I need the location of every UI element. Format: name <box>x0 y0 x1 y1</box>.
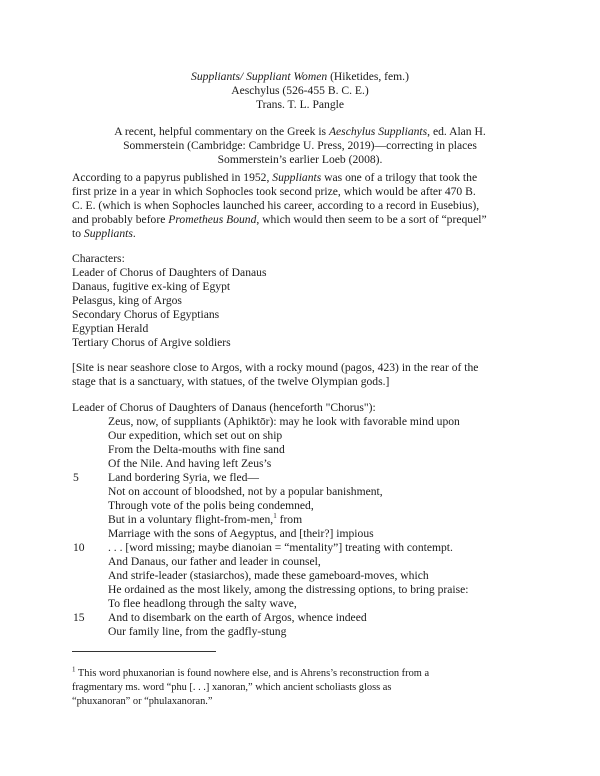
characters-heading: Characters: <box>72 252 125 265</box>
verse-line: Land bordering Syria, we fled— <box>108 471 259 484</box>
verse-line: Marriage with the sons of Aegyptus, and [their?] impious <box>108 527 374 540</box>
verse-line: And strife-leader (stasiarchos), made these gameboard-moves, which <box>108 569 429 582</box>
character-item: Egyptian Herald <box>72 322 149 335</box>
footnote-ref[interactable]: 1 <box>273 512 277 521</box>
verse-line: And to disembark on the earth of Argos, whence indeed <box>108 611 367 624</box>
work-title-italic: Suppliants/ Suppliant Women <box>191 70 328 83</box>
character-item: Pelasgus, king of Argos <box>72 294 182 307</box>
intro-line-3: C. E. (which is when Sophocles launched his career, according to a record in Eusebius), <box>72 199 480 212</box>
setting-line-2: stage that is a sanctuary, with statues, of the twelve Olympian gods.] <box>72 375 390 388</box>
intro-line-1: According to a papyrus published in 1952, Suppliants was one of a trilogy that took the <box>72 171 478 184</box>
verse-line: Through vote of the polis being condemned, <box>108 499 314 512</box>
translator-line: Trans. T. L. Pangle <box>255 98 345 111</box>
speaker-line: Leader of Chorus of Daughters of Danaus (henceforth "Chorus"): <box>72 401 376 414</box>
verse-line: Not on account of bloodshed, not by a popular banishment, <box>108 485 383 498</box>
commentary-line-2: Sommerstein (Cambridge: Cambridge U. Press, 2019)—correcting in places <box>123 139 477 152</box>
line-number: 15 <box>73 611 85 624</box>
verse-line: . . . [word missing; maybe dianoian = “mentality”] treating with contempt. <box>108 541 453 554</box>
commentary-line-3: Sommerstein’s earlier Loeb (2008). <box>217 153 383 166</box>
verse-line: And Danaus, our father and leader in counsel, <box>108 555 321 568</box>
verse-line: To flee headlong through the salty wave, <box>108 597 297 610</box>
intro-line-2: first prize in a year in which Sophocles took second prize, which would be after 470 B. <box>72 185 476 198</box>
line-number: 10 <box>73 541 85 554</box>
verse-line: Our expedition, which set out on ship <box>108 429 283 442</box>
author-line: Aeschylus (526-455 B. C. E.) <box>231 84 369 97</box>
setting-line-1: [Site is near seashore close to Argos, with a rocky mound (pagos, 423) in the rear of the <box>72 361 479 374</box>
verse-line: Zeus, now, of suppliants (Aphiktōr): may he look with favorable mind upon <box>108 415 460 428</box>
character-item: Tertiary Chorus of Argive soldiers <box>72 336 231 349</box>
commentary-line-1: A recent, helpful commentary on the Greek is Aeschylus Suppliants, ed. Alan H. <box>114 125 486 138</box>
line-number: 5 <box>73 471 79 484</box>
verse-line: But in a voluntary flight-from-men,$^1$ from <box>108 512 303 526</box>
verse-line: Our family line, from the gadfly-stung <box>108 625 287 638</box>
footnote-separator <box>72 651 216 652</box>
character-item: Danaus, fugitive ex-king of Egypt <box>72 280 231 293</box>
verse-line: He ordained as the most likely, among the distressing options, to bring praise: <box>108 583 469 596</box>
footnote-marker: 1 <box>72 665 76 674</box>
work-title <box>0 70 600 84</box>
intro-line-4: and probably before Prometheus Bound, which would then seem to be a sort of “prequel” <box>72 213 487 226</box>
verse-line: From the Delta-mouths with fine sand <box>108 443 285 456</box>
intro-line-5: to Suppliants. <box>72 227 136 240</box>
work-title-rest: (Hiketides, fem.) <box>327 70 409 83</box>
footnote-line-3: “phuxanoran” or “phulaxanoran.” <box>72 696 213 707</box>
character-item: Secondary Chorus of Egyptians <box>72 308 220 321</box>
character-item: Leader of Chorus of Daughters of Danaus <box>72 266 267 279</box>
footnote-line-1: $^1$ This word phuxanorian is found nowhere else, and is Ahrens’s reconstruction from a <box>72 665 430 679</box>
footnote-line-2: fragmentary ms. word “phu [. . .] xanoran,” which ancient scholiasts gloss as <box>72 682 392 693</box>
verse-line: Of the Nile. And having left Zeus’s <box>108 457 272 470</box>
